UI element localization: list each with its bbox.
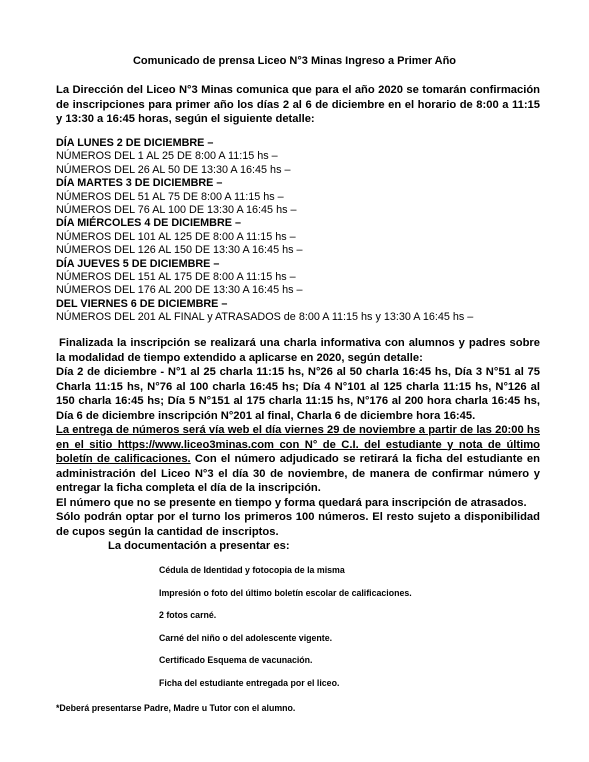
document-item: Cédula de Identidad y fotocopia de la misma xyxy=(159,565,345,575)
schedule-line: NÚMEROS DEL 201 AL FINAL y ATRASADOS de 8:00 A 11:15 hs y 13:30 A 16:45 hs – xyxy=(56,311,474,324)
web-delivery-paragraph xyxy=(56,423,540,496)
footnote: *Deberá presentarse Padre, Madre u Tutor con el alumno. xyxy=(56,703,296,713)
schedule-line: NÚMEROS DEL 26 AL 50 DE 13:30 A 16:45 hs – xyxy=(56,163,291,176)
document-item: Ficha del estudiante entregada por el liceo. xyxy=(159,677,340,688)
web-delivery-rest: Con el número adjudicado se retirará la ficha del estudiante en administración del Liceo N°3 el día 30 de noviembre, de manera de confirmar número y entregar la ficha completa el día de la inscripción. xyxy=(56,453,540,494)
schedule-line: NÚMEROS DEL 151 AL 175 DE 8:00 A 11:15 hs – xyxy=(56,271,296,284)
talk-intro: Finalizada la inscripción se realizará una charla informativa con alumnos y padres sobre la modalidad de tiempo extendido a aplicarse en 2020, según detalle: xyxy=(56,337,540,364)
schedule-line: NÚMEROS DEL 101 AL 125 DE 8:00 A 11:15 hs – xyxy=(56,230,296,243)
schedule-day: DÍA MIÉRCOLES 4 DE DICIEMBRE – xyxy=(56,217,241,230)
document-title: Comunicado de prensa Liceo N°3 Minas Ingreso a Primer Año xyxy=(132,55,457,67)
schedule-line: NÚMEROS DEL 76 AL 100 DE 13:30 A 16:45 hs – xyxy=(56,204,297,217)
documents-heading: La documentación a presentar es: xyxy=(108,540,290,552)
schedule-line: NÚMEROS DEL 51 AL 75 DE 8:00 A 11:15 hs – xyxy=(56,190,284,203)
talk-detail: Día 2 de diciembre - N°1 al 25 charla 11:15 hs, N°26 al 50 charla 16:45 hs, Día 3 N°51 al 75 Charla 11:15 hs, N°76 al 100 charla 16:45 hs; Día 4 N°101 al 125 charla 11:15 hs, N°126 al 150 charla 16:45 hs; Día 5 N°151 al 175 charla 11:15 hs, N°176 al 200 hora charla 16:45 hs, Día 6 de diciembre inscripción N°201 al final, Charla 6 de diciembre hora 16:45. xyxy=(56,366,540,422)
talk-section xyxy=(56,336,540,554)
schedule-day: DÍA MARTES 3 DE DICIEMBRE – xyxy=(56,177,223,190)
schedule-line: NÚMEROS DEL 1 AL 25 DE 8:00 A 11:15 hs – xyxy=(56,150,278,163)
document-item: 2 fotos carné. xyxy=(159,610,217,621)
schedule-list xyxy=(56,137,556,325)
late-notice: El número que no se presente en tiempo y forma quedará para inscripción de atrasados. xyxy=(56,496,527,509)
intro-paragraph: La Dirección del Liceo N°3 Minas comunica que para el año 2020 se tomarán confirmación de inscripciones para primer año los días 2 al 6 de diciembre en el horario de 8:00 a 11:15 y 13:30 a 16:45 horas, según el siguiente detalle: xyxy=(56,84,540,125)
schedule-day: DÍA LUNES 2 DE DICIEMBRE – xyxy=(56,137,214,149)
document-item: Carné del niño o del adolescente vigente. xyxy=(159,632,333,643)
web-delivery-link-text[interactable]: La entrega de números será vía web el día viernes 29 de noviembre a partir de las 20:00 hs en el sitio https://www.liceo3minas.com con N° de C.I. del estudiante y nota de último boletín de calificaciones. xyxy=(56,424,540,465)
document-item: Certificado Esquema de vacunación. xyxy=(159,655,313,666)
documents-list xyxy=(159,565,412,701)
schedule-line: NÚMEROS DEL 126 AL 150 DE 13:30 A 16:45 hs – xyxy=(56,244,303,257)
quota-notice: Sólo podrán optar por el turno los primeros 100 números. El resto sujeto a disponibilidad de cupos según la cantidad de inscriptos. xyxy=(56,511,540,538)
document-item: Impresión o foto del último boletín escolar de calificaciones. xyxy=(159,587,412,598)
schedule-day: DEL VIERNES 6 DE DICIEMBRE – xyxy=(56,297,228,310)
schedule-line: NÚMEROS DEL 176 AL 200 DE 13:30 A 16:45 hs – xyxy=(56,284,303,297)
schedule-day: DÍA JUEVES 5 DE DICIEMBRE – xyxy=(56,257,220,270)
